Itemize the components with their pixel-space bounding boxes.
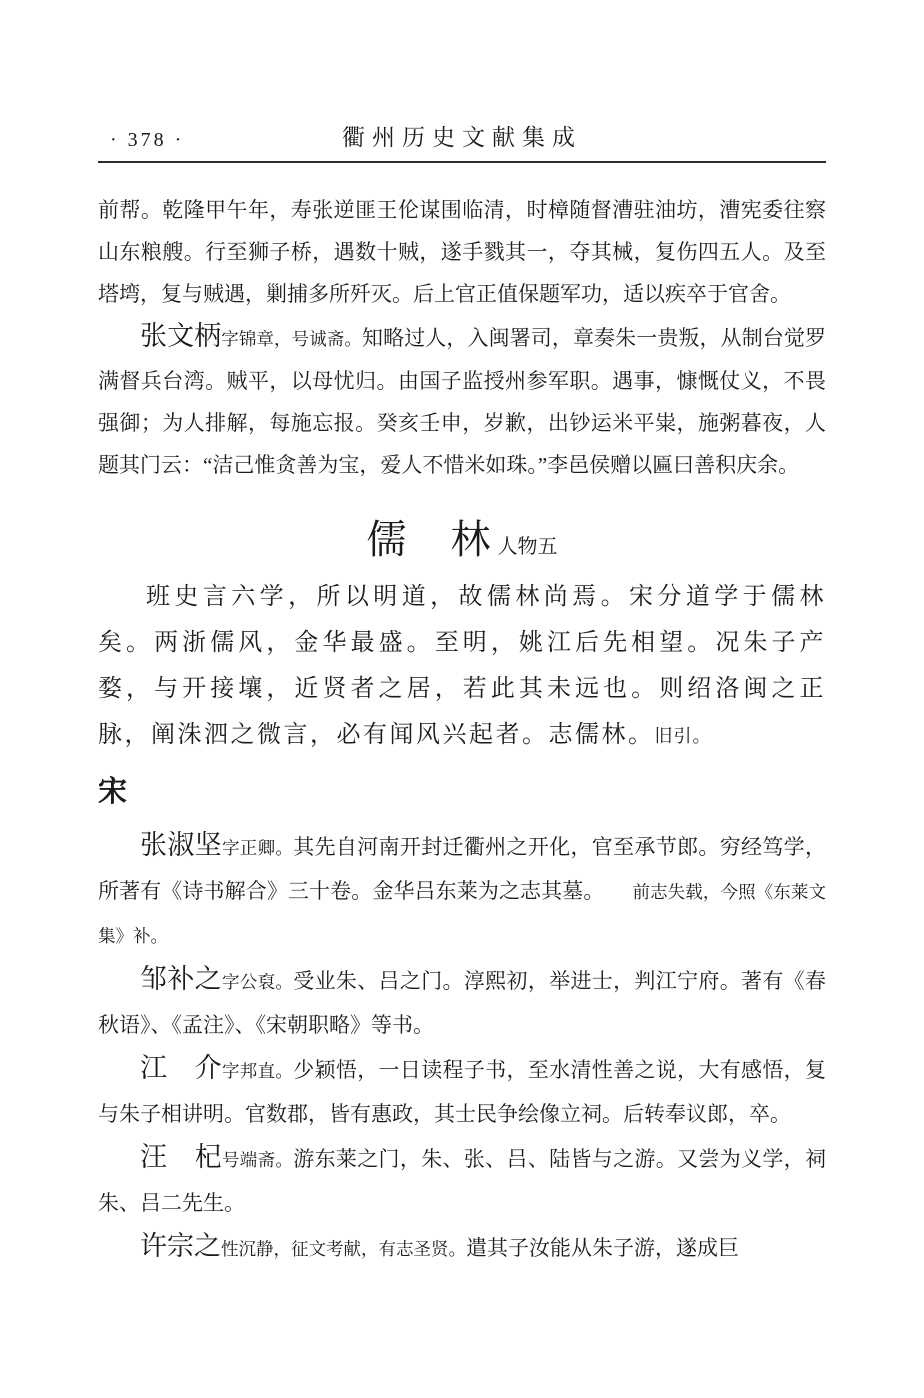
intro-body-text: 班史言六学，所以明道，故儒林尚焉。宋分道学于儒林矣。两浙儒风，金华最盛。至明，姚江后先相望。况朱子产婺，与开接壤，近贤者之居，若此其未远也。则绍洛闽之正脉，阐洙泗之微言，必有闻风兴起者。志儒林。 — [98, 584, 826, 748]
entry-name: 张文柄 — [140, 321, 222, 351]
page-body — [98, 163, 826, 1271]
entry-name: 江 介 — [140, 1052, 222, 1083]
entry-body-text: 知略过人，入闽署司，章奏朱一贵叛，从制台觉罗满督兵台湾。贼平，以母忧归。由国子监授州参军职。遇事，慷慨仗义，不畏强御；为人排解，每施忘报。癸亥壬申，岁歉，出钞运米平粜，施粥暮夜，人题其门云：“洁己惟贪善为宝，爱人不惜米如珠。”李邑侯赠以匾曰善积庆余。 — [98, 326, 826, 477]
entry-name: 邹补之 — [140, 963, 222, 994]
entry-annotation: 字公裒。 — [221, 971, 294, 992]
entry-xu-zongzhi — [98, 1225, 826, 1271]
section-heading — [98, 517, 826, 562]
entry-annotation: 字锦章，号诚斋。 — [221, 329, 363, 349]
entry-body-text: 其先自河南开封迁衢州之开化，官至承节郎。穷经笃学，所著有《诗书解合》三十卷。金华吕东莱为之志其墓。 — [98, 834, 827, 903]
entry-annotation: 字邦直。 — [221, 1060, 294, 1081]
entry-annotation: 性沉静，征文考献，有志圣贤。 — [221, 1238, 466, 1259]
intro-source-note: 旧引。 — [654, 726, 712, 746]
page-number: · 378 · — [110, 129, 185, 151]
page-header — [98, 0, 826, 163]
entry-body-text: 受业朱、吕之门。淳熙初，举进士，判江宁府。著有《春秋语》、《孟注》、《宋朝职略》等书。 — [98, 968, 827, 1037]
entry-wang-qi — [98, 1136, 826, 1225]
entry-body-text: 游东莱之门，朱、张、吕、陆皆与之游。又尝为义学，祠朱、吕二先生。 — [98, 1146, 827, 1215]
section-title: 儒 林 — [366, 517, 493, 562]
entry-name: 许宗之 — [140, 1230, 221, 1261]
entry-annotation: 字正卿。 — [221, 837, 294, 858]
entry-name: 张淑坚 — [140, 829, 222, 860]
dynasty-heading: 宋 — [98, 776, 128, 808]
entry-body-text: 遣其子汝能从朱子游，遂成巨 — [466, 1235, 739, 1260]
entry-jiang-jie — [98, 1047, 826, 1136]
entry-zhang-wenbing — [98, 315, 826, 486]
entry-zou-buzhi — [98, 958, 826, 1047]
section-subtitle: 人物五 — [497, 536, 558, 558]
running-title: 衢州历史文献集成 — [342, 125, 582, 150]
entry-editor-note: 前志失载，今照《东莱文集》补。 — [98, 881, 826, 946]
entry-zhang-shujian — [98, 824, 826, 958]
entry-annotation: 号端斋。 — [221, 1149, 294, 1170]
intro-paragraph — [98, 574, 826, 759]
paragraph-continuation: 前帮。乾隆甲午年，寿张逆匪王伦谋围临清，时樟随督漕驻油坊，漕宪委往察山东粮艘。行至狮子桥，遇数十贼，遂手戮其一，夺其械，复伤四五人。及至塔塆，复与贼遇，剿捕多所歼灭。后上官正值保题军功，适以疾卒于官舍。 — [98, 198, 826, 306]
entry-name: 汪 杞 — [140, 1141, 222, 1172]
biography-entries — [98, 824, 826, 1271]
entry-body-text: 少颖悟，一日读程子书，至水清性善之说，大有感悟，复与朱子相讲明。官数郡，皆有惠政，其士民争绘像立祠。后转奉议郎，卒。 — [98, 1057, 827, 1126]
